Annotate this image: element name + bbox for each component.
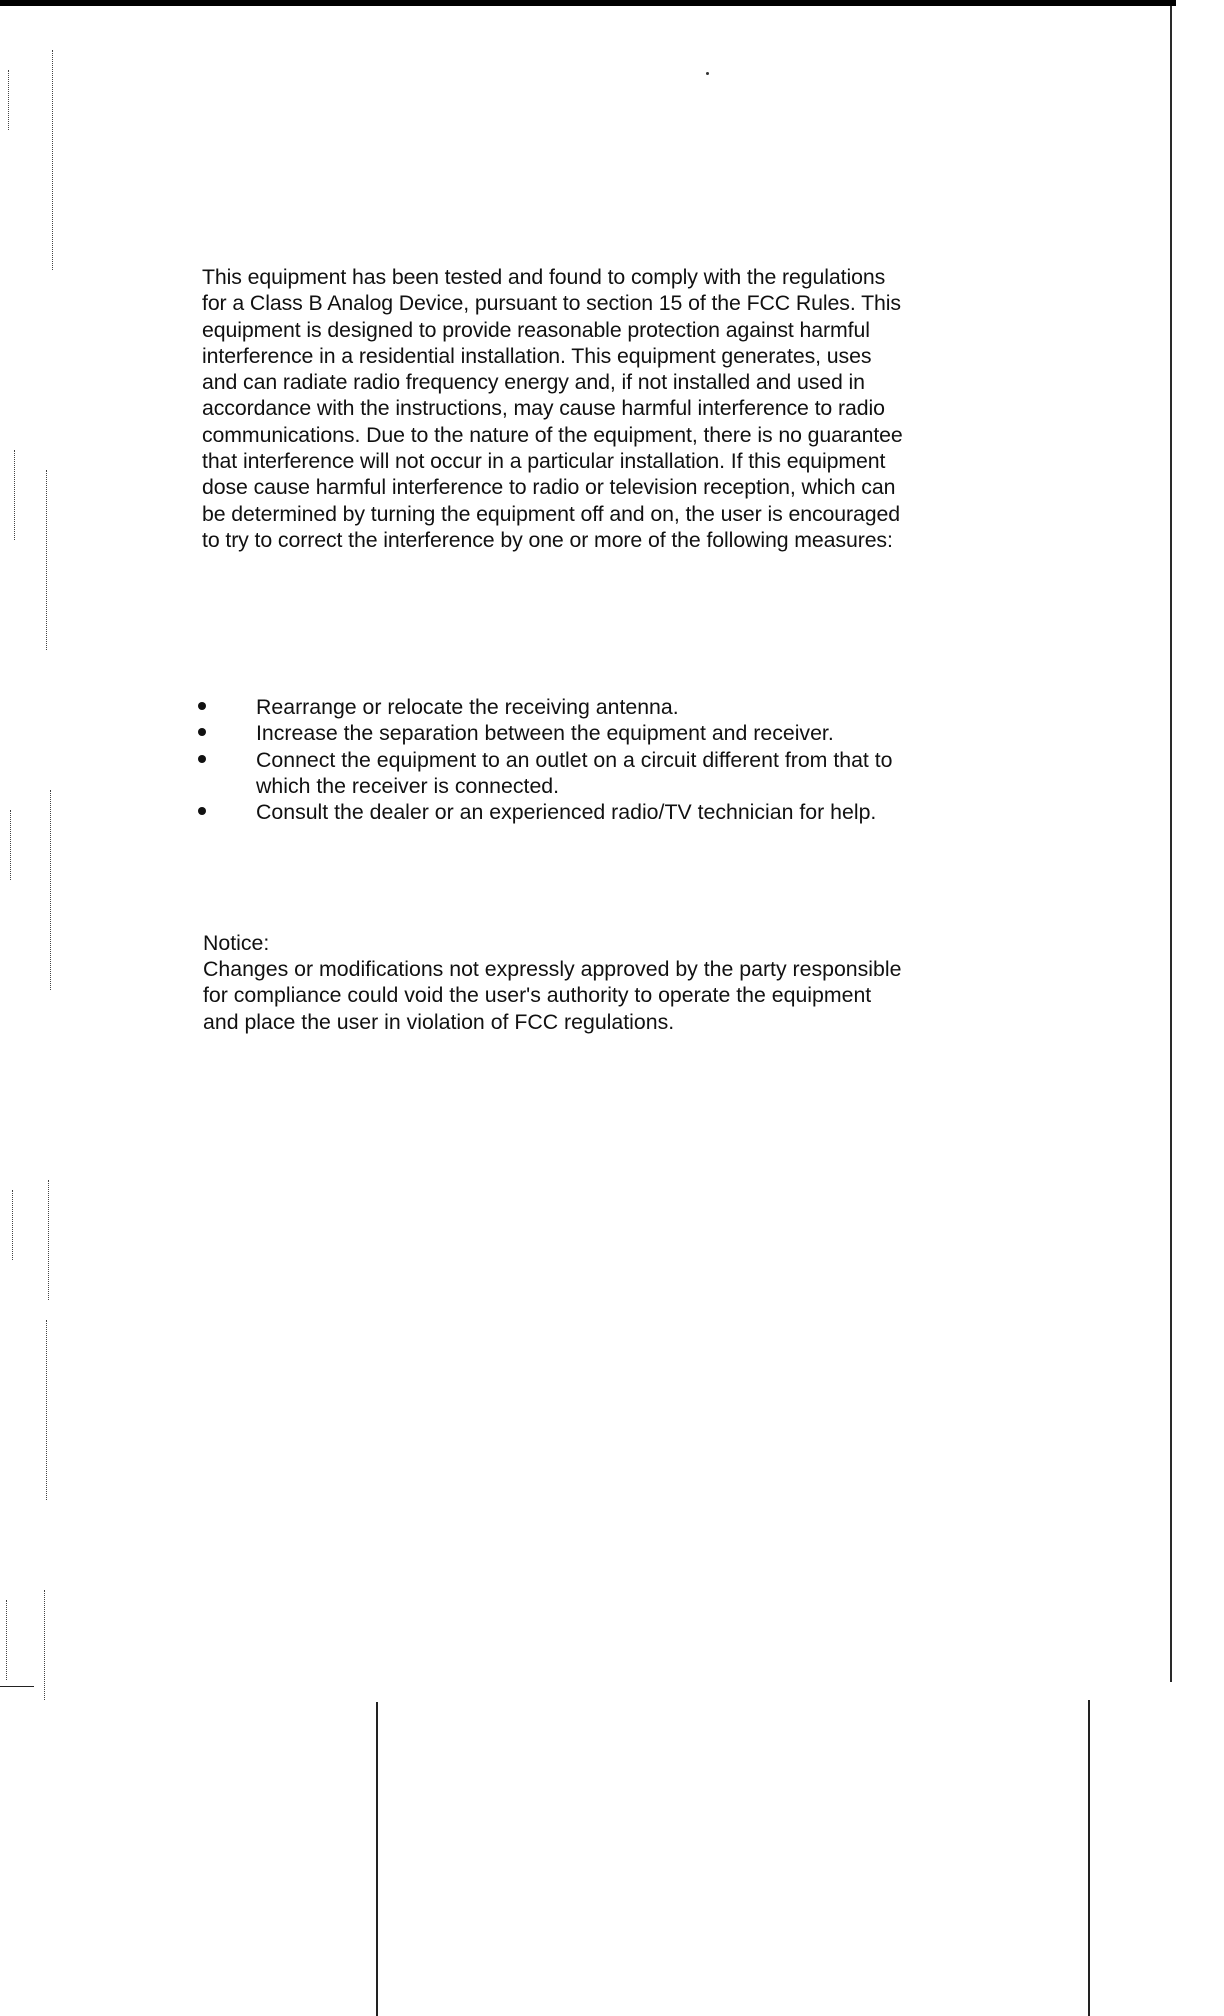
notice-text: Changes or modifications not expressly approved by the party responsible for compliance could void the user's authority to operate the equipment and place the user in violation of FCC regulations.	[203, 957, 902, 1034]
list-item: Increase the separation between the equipment and receiver.	[194, 720, 1054, 746]
scan-left-margin-artifacts	[0, 30, 70, 1700]
scan-speck	[706, 72, 709, 75]
scan-bottom-left-mark	[0, 1686, 34, 1687]
scan-bottom-rule-right	[1088, 1700, 1090, 2016]
list-item: Rearrange or relocate the receiving antenna.	[194, 694, 1054, 720]
list-item: Consult the dealer or an experienced radio/TV technician for help.	[194, 799, 1054, 825]
scan-top-edge	[0, 0, 1176, 6]
fcc-statement-paragraph: This equipment has been tested and found to comply with the regulations for a Class B Analog Device, pursuant to section 15 of the FCC Rules. This equipment is designed to provide reasonable protection against harmful interference in a residential installation. This equipment generates, uses and can radiate radio frequency energy and, if not installed and used in accordance with the instructions, may cause harmful interference to radio communications. Due to the nature of the equipment, there is no guarantee that interference will not occur in a particular installation. If this equipment dose cause harmful interference to radio or television reception, which can be determined by turning the equipment off and on, the user is encouraged to try to correct the interference by one or more of the following measures:	[202, 265, 903, 552]
notice-heading: Notice:	[203, 931, 270, 955]
measures-list	[194, 694, 1054, 825]
scan-bottom-rule-left	[376, 1702, 378, 2016]
scan-right-border	[1170, 6, 1172, 1682]
list-item: Connect the equipment to an outlet on a circuit different from that to which the receiver is connected.	[194, 747, 1054, 800]
